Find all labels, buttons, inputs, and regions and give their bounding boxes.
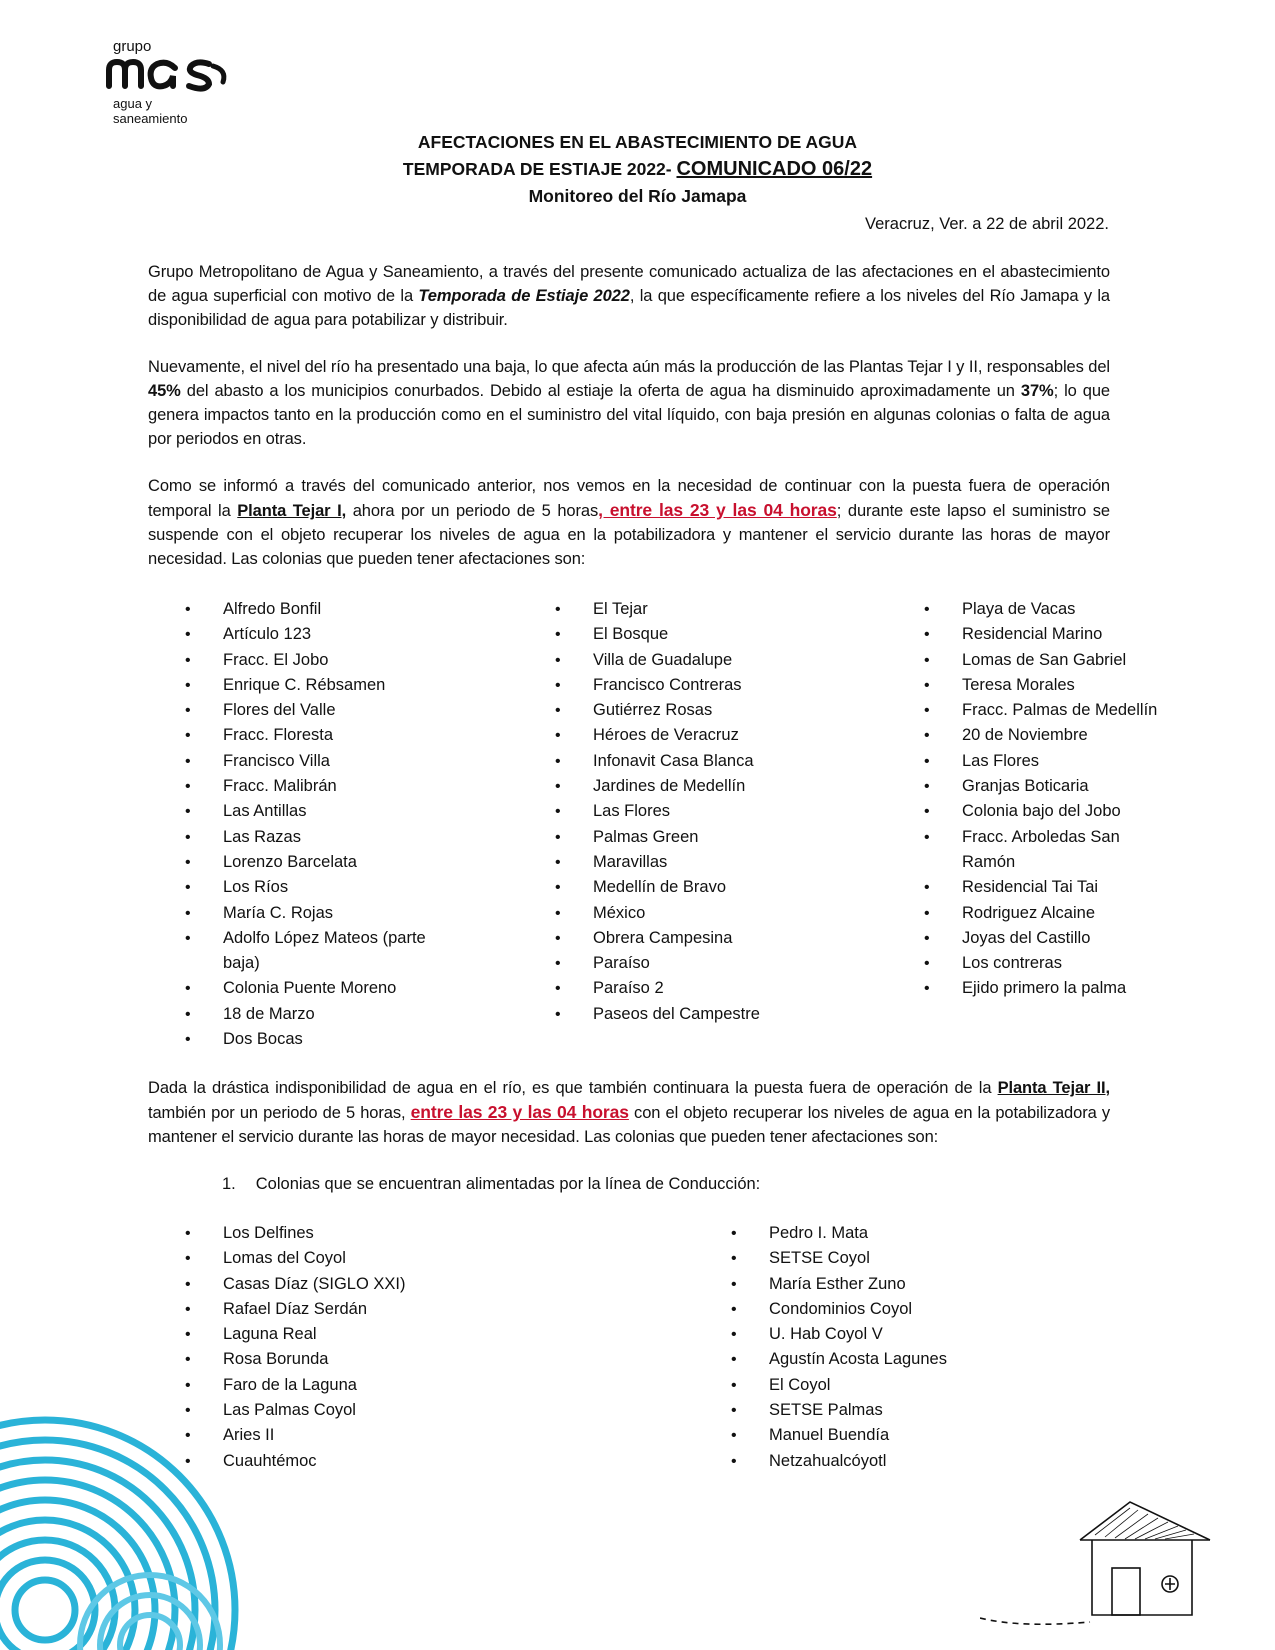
list-item: • Francisco Contreras (555, 673, 855, 698)
list-item: • Fracc. Palmas de Medellín (924, 698, 1184, 723)
logo-mark-icon (105, 56, 230, 96)
p1-season: Temporada de Estiaje 2022 (418, 287, 630, 305)
p3-schedule: , entre las 23 y las 04 horas (598, 500, 837, 520)
list1-col3 (924, 597, 1184, 1002)
list-item: • Cuauhtémoc (185, 1449, 565, 1474)
list-item: • Fracc. El Jobo (185, 648, 465, 673)
list-item: • Flores del Valle (185, 698, 465, 723)
list-item: • Villa de Guadalupe (555, 648, 855, 673)
list-item: • Los Ríos (185, 875, 465, 900)
header-monitoring: Monitoreo del Río Jamapa (528, 186, 747, 206)
list-item: • Teresa Morales (924, 673, 1184, 698)
p4-e: con el objeto recuperar los niveles de agua en la potabilizadora y mantener el servicio durante las horas de mayor necesidad. Las colonias que pueden tener afectaciones son: (148, 1104, 1110, 1146)
list-item: • Los contreras (924, 951, 1184, 976)
list-item: • Adolfo López Mateos (parte baja) (185, 926, 465, 977)
list-item: • El Tejar (555, 597, 855, 622)
list-item: • Enrique C. Rébsamen (185, 673, 465, 698)
list-item: • Colonia Puente Moreno (185, 976, 465, 1001)
list-item: • México (555, 901, 855, 926)
list2-col1 (185, 1221, 565, 1474)
paragraph-tejar-2 (148, 1076, 1110, 1149)
list-item: • El Coyol (731, 1373, 1111, 1398)
p2-a: Nuevamente, el nivel del río ha presentado una baja, lo que afecta aún más la producción de las Plantas Tejar I y II, responsables del (148, 358, 1110, 376)
list-item: • Colonia bajo del Jobo (924, 799, 1184, 824)
numbered-item (222, 1175, 760, 1194)
list-item: • Casas Díaz (SIGLO XXI) (185, 1272, 565, 1297)
list-item: • Las Flores (555, 799, 855, 824)
list-item: • María C. Rojas (185, 901, 465, 926)
list-item: • Las Palmas Coyol (185, 1398, 565, 1423)
numbered-item-number: 1. (222, 1175, 236, 1193)
list-item: • María Esther Zuno (731, 1272, 1111, 1297)
header-communique-number: COMUNICADO 06/22 (676, 158, 873, 180)
p3-a: Como se informó a través del comunicado anterior, nos vemos en la necesidad de continuar con la puesta fuera de operación temporal la (148, 477, 1110, 520)
house-drawing-icon (980, 1500, 1250, 1650)
list-item: • Aries II (185, 1423, 565, 1448)
list-item: • SETSE Palmas (731, 1398, 1111, 1423)
p4-a: Dada la drástica indisponibilidad de agua en el río, es que también continuara la puesta fuera de operación de la (148, 1079, 998, 1097)
p3-planta-tejar-1: Planta Tejar I, (237, 502, 347, 520)
list-item: • Condominios Coyol (731, 1297, 1111, 1322)
p1-c: , la que específicamente refiere a los niveles del Río Jamapa y la disponibilidad de agua para potabilizar y distribuir. (148, 287, 1110, 329)
paragraph-intro (148, 260, 1110, 332)
list-item: • Rosa Borunda (185, 1347, 565, 1372)
list-item: • Artículo 123 (185, 622, 465, 647)
list-item: • 18 de Marzo (185, 1002, 465, 1027)
p2-percent-37: 37% (1020, 382, 1054, 400)
list-item: • Agustín Acosta Lagunes (731, 1347, 1111, 1372)
p2-c: del abasto a los municipios conurbados. Debido al estiaje la oferta de agua ha disminuido aproximadamente un (180, 382, 1021, 400)
p3-c: ahora por un periodo de 5 horas (346, 502, 599, 520)
header-title: AFECTACIONES EN EL ABASTECIMIENTO DE AGUA (417, 132, 858, 152)
p4-schedule: entre las 23 y las 04 horas (410, 1102, 629, 1122)
list-item: • Fracc. Arboledas San Ramón (924, 825, 1142, 876)
list-item: • Paraíso (555, 951, 855, 976)
paragraph-river-level (148, 355, 1110, 451)
logo-line2: saneamiento (113, 111, 188, 126)
list-item: • Palmas Green (555, 825, 855, 850)
p3-e: ; durante este lapso el suministro se suspende con el objeto recuperar los niveles de agua en la potabilizadora y mantener el servicio durante las horas de mayor necesidad. Las colonias que pueden tener afectaciones son: (148, 502, 1110, 568)
list-item: • Las Razas (185, 825, 465, 850)
list-item: • Rodriguez Alcaine (924, 901, 1184, 926)
list1-col2 (555, 597, 855, 1027)
list-item: • Residencial Marino (924, 622, 1184, 647)
list-item: • Fracc. Malibrán (185, 774, 465, 799)
list-item: • Granjas Boticaria (924, 774, 1184, 799)
list-item: • SETSE Coyol (731, 1246, 1111, 1271)
list1-col1 (185, 597, 465, 1052)
list-item: • Laguna Real (185, 1322, 565, 1347)
numbered-item-text: Colonias que se encuentran alimentadas por la línea de Conducción: (255, 1175, 761, 1193)
list-item: • Netzahualcóyotl (731, 1449, 1111, 1474)
list-item: • Dos Bocas (185, 1027, 465, 1052)
list-item: • Rafael Díaz Serdán (185, 1297, 565, 1322)
list-item: • Jardines de Medellín (555, 774, 855, 799)
document-date: Veracruz, Ver. a 22 de abril 2022. (865, 215, 1109, 233)
list-item: • Lomas de San Gabriel (924, 648, 1184, 673)
list-item: • Faro de la Laguna (185, 1373, 565, 1398)
list-item: • U. Hab Coyol V (731, 1322, 1111, 1347)
list-item: • Gutiérrez Rosas (555, 698, 855, 723)
p1-a: Grupo Metropolitano de Agua y Saneamiento, a través del presente comunicado actualiza de las afectaciones en el abastecimiento de agua superficial con motivo de la (148, 263, 1110, 305)
list-item: • Pedro I. Mata (731, 1221, 1111, 1246)
list-item: • El Bosque (555, 622, 855, 647)
list-item: • Fracc. Floresta (185, 723, 465, 748)
list-item: • 20 de Noviembre (924, 723, 1184, 748)
list-item: • Medellín de Bravo (555, 875, 855, 900)
list-item: • Las Flores (924, 749, 1184, 774)
list2-col2 (731, 1221, 1111, 1474)
p2-e: ; lo que genera impactos tanto en la producción como en el suministro del vital líquido, con baja presión en algunas colonias o falta de agua por periodos en otras. (148, 382, 1111, 448)
paragraph-tejar-1 (148, 474, 1110, 571)
p2-percent-45: 45% (148, 382, 181, 400)
list-item: • Los Delfines (185, 1221, 565, 1246)
list-item: • Joyas del Castillo (924, 926, 1184, 951)
list-item: • Lomas del Coyol (185, 1246, 565, 1271)
list-item: • Paraíso 2 (555, 976, 855, 1001)
header-subtitle (0, 158, 1275, 181)
list-item: • Las Antillas (185, 799, 465, 824)
list-item: • Maravillas (555, 850, 855, 875)
list-item: • Paseos del Campestre (555, 1002, 855, 1027)
list-item: • Francisco Villa (185, 749, 465, 774)
list-item: • Residencial Tai Tai (924, 875, 1184, 900)
list-item: • Lorenzo Barcelata (185, 850, 465, 875)
logo-line1: agua y (113, 96, 153, 111)
logo-grupo-text: grupo (113, 38, 152, 55)
list-item: • Ejido primero la palma (924, 976, 1184, 1001)
company-logo (105, 38, 235, 133)
header-subtitle-prefix: TEMPORADA DE ESTIAJE 2022- (402, 159, 677, 179)
list-item: • Alfredo Bonfil (185, 597, 465, 622)
p4-c: también por un periodo de 5 horas, (148, 1104, 411, 1122)
p4-planta-tejar-2: Planta Tejar II, (997, 1079, 1110, 1097)
list-item: • Obrera Campesina (555, 926, 855, 951)
list-item: • Héroes de Veracruz (555, 723, 855, 748)
list-item: • Infonavit Casa Blanca (555, 749, 855, 774)
list-item: • Manuel Buendía (731, 1423, 1111, 1448)
list-item: • Playa de Vacas (924, 597, 1184, 622)
